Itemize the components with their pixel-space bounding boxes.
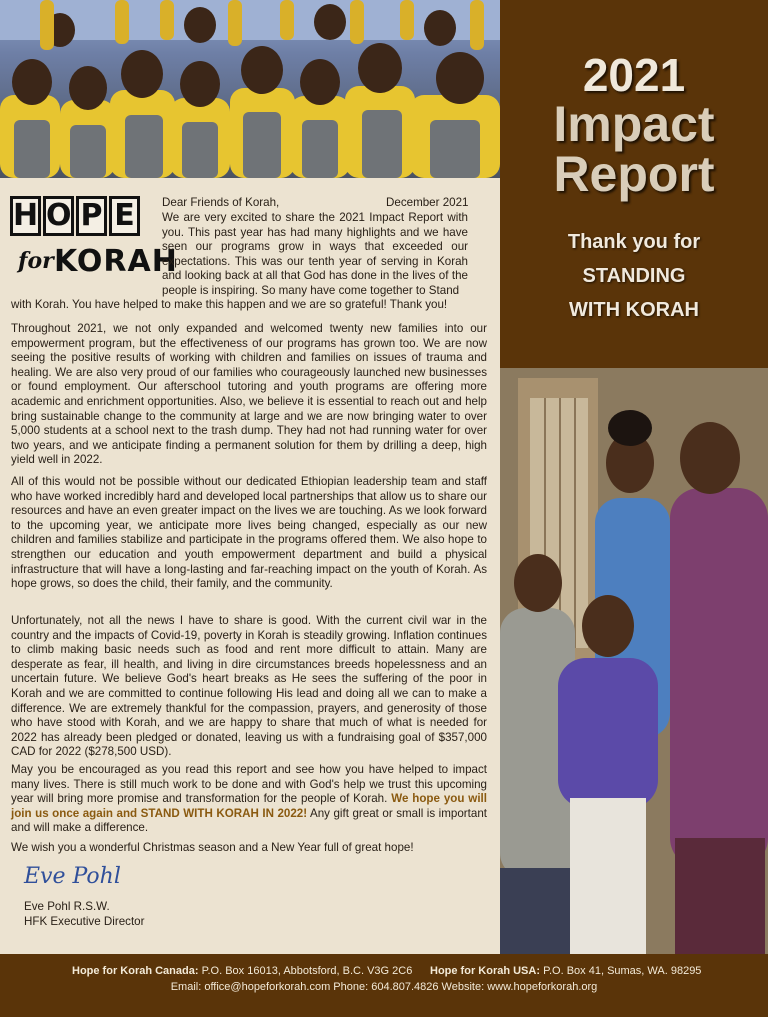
hope-for-korah-logo [10, 196, 178, 292]
logo-korah: KORAH [54, 244, 178, 279]
call-to-action: We hope you will join us once again and STAND WITH KORAH IN 2022! [11, 792, 487, 820]
signatory-title: HFK Executive Director [24, 915, 145, 928]
family-photo [500, 368, 768, 954]
footer-contact: Email: office@hopeforkorah.com Phone: 604.807.4826 Website: www.hopeforkorah.org [170, 981, 598, 993]
family-photo-illustration [500, 368, 768, 954]
letter-date: December 2021 [386, 196, 469, 209]
footer-canada [72, 965, 412, 977]
logo-letter-o: O [43, 196, 74, 236]
children-photo-illustration [0, 0, 500, 178]
letter-paragraph-2: Throughout 2021, we not only expanded and welcomed twenty new families into our empowerment program, but the effectiveness of our programs has grown too. We are now seeing the positive results of working with children and families on issues of trauma and healing. We are also very proud of our families who courageously launched new businesses or found employment. Our afterschool tutoring and youth programs are offering more academic and enrichment opportunities. Also, we believe it is essential to reach out and help bring sustainable change to the community at large and we are now bringing water to over 5,000 students at a school next to the trash dump. They had not had running water for over two years, and we anticipate finding a permanent solution for them by drilling a deep, high yield well in 2022. [11, 322, 487, 467]
children-photo [0, 0, 500, 178]
letter-paragraph-6: We wish you a wonderful Christmas season and a New Year full of great hope! [11, 841, 414, 854]
logo-hope-letters [10, 196, 140, 236]
letter-salutation: Dear Friends of Korah, [162, 196, 280, 209]
footer [0, 954, 768, 1017]
paragraph-5-end: Any gift great or small is important and will make a difference. [11, 806, 487, 835]
thanks-line-2: STANDING [582, 265, 686, 287]
letter-paragraph-4: Unfortunately, not all the news I have to share is good. With the current civil war in the country and the impacts of Covid-19, poverty in Korah is steadily growing. Inflation continues to climb making basic needs such as food and rent more difficult to attain. Many are desperate as fear, ill health, and living in dire circumstances breeds hopelessness and an uncertain future. We believe God's heart breaks as He sees the suffering of the poor in Korah and we are committed to continue following His lead and doing all we can to make a difference. We are extremely thankful for the compassion, prayers, and generosity of those who have stood with Korah, and we are happy to share that much of what is needed for 2022 has already been pledged or donated, leaving us with a fundraising goal of $357,000 CAD for 2022 ($278,500 USD). [11, 614, 487, 759]
logo-letter-p: P [76, 196, 107, 236]
footer-usa [430, 965, 701, 977]
letter-paragraph-1-end: with Korah. You have helped to make this happen and we are so grateful! Thank you! [11, 298, 448, 311]
letter-paragraph-3: All of this would not be possible without our dedicated Ethiopian leadership team and staff who have worked incredibly hard and developed local partnerships that allow us to share our resources and have an even greater impact on the lives we are touching. As we look forward to the upcoming year, we anticipate more lives being changed, especially as our new children and families stabilize and participate in the programs offered them. We also hope to strengthen our education and youth empowerment department and build a physical infrastructure that will have a long-lasting and far-reaching impact on the youth of Korah. As hope grows, so does the child, their family, and the community. [11, 475, 487, 591]
letter-paragraph-1: We are very excited to share the 2021 Impact Report with you. This past year has had many highlights and we have seen our programs grow in ways that exceeded our expectations. This was our tenth year of serving in Korah and looking back at all that God has done in the lives of the people is inspiring. So many have come together to Stand [162, 211, 468, 297]
footer-usa-label: Hope for Korah USA: [430, 965, 540, 977]
report-year: 2021 [582, 49, 686, 101]
report-title-report: Report [553, 146, 715, 202]
footer-canada-label: Hope for Korah Canada: [72, 965, 199, 977]
thanks-line-3: WITH KORAH [569, 299, 699, 321]
footer-canada-address: P.O. Box 16013, Abbotsford, B.C. V3G 2C6 [201, 965, 413, 977]
handwritten-signature: Eve Pohl [24, 864, 121, 889]
thanks-line-1: Thank you for [567, 231, 701, 253]
footer-usa-address: P.O. Box 41, Sumas, WA. 98295 [543, 965, 702, 977]
logo-letter-e: E [109, 196, 140, 236]
letter-paragraph-5 [11, 763, 487, 836]
logo-for: for [18, 248, 54, 274]
paragraph-5-text: May you be encouraged as you read this report and see how you have helped to impact many lives. There is still much work to be done and with God's help we trust this upcoming year will bring more promise and transformation for the people of Korah. [11, 763, 487, 806]
signatory-name: Eve Pohl R.S.W. [24, 900, 110, 913]
title-panel [500, 0, 768, 368]
logo-letter-h: H [10, 196, 41, 236]
report-title-impact: Impact [553, 96, 715, 152]
